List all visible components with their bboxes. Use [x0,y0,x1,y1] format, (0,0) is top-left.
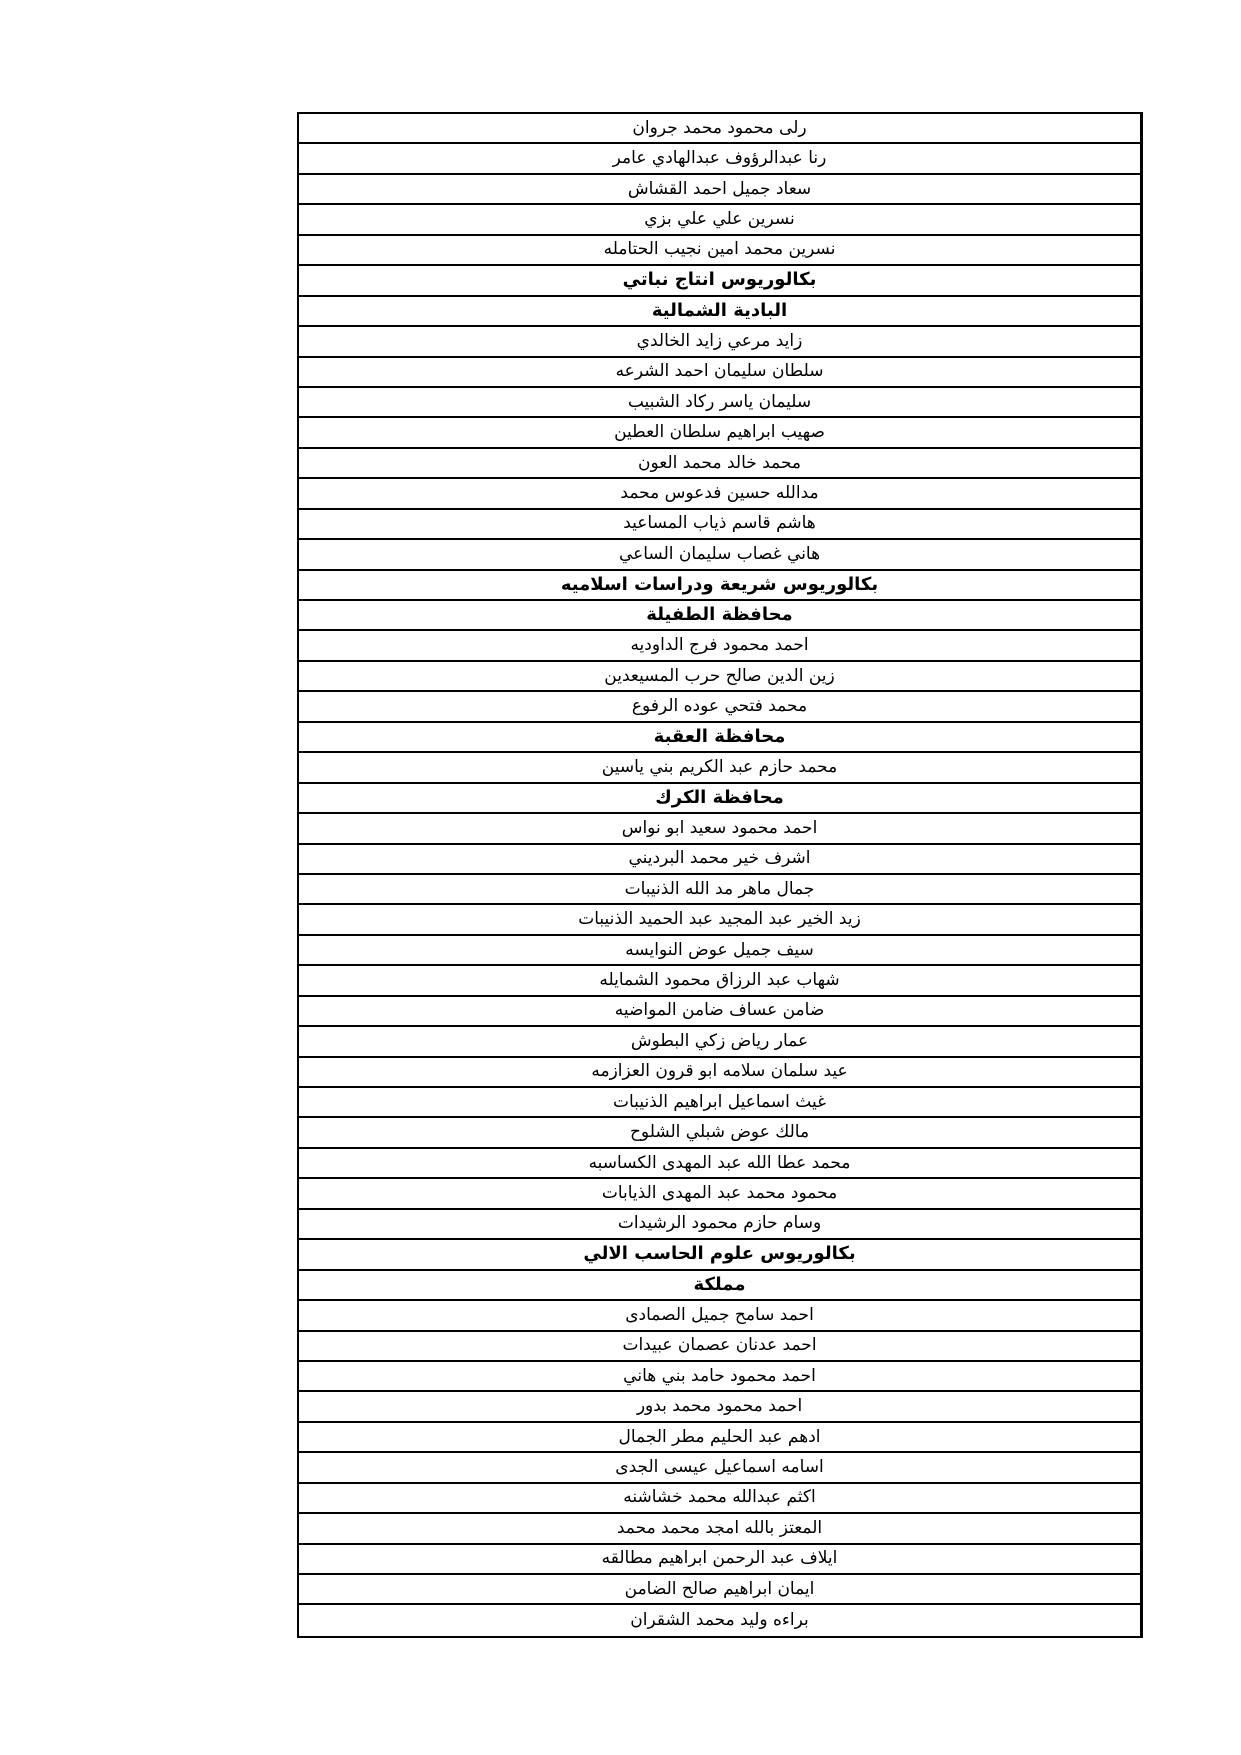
name-row: زيد الخير عبد المجيد عبد الحميد الذنيبات [299,905,1140,935]
name-row: محمد فتحي عوده الرفوع [299,692,1140,722]
name-row: مالك عوض شبلي الشلوح [299,1118,1140,1148]
name-row: اكثم عبدالله محمد خشاشنه [299,1484,1140,1514]
name-row: ادهم عبد الحليم مطر الجمال [299,1423,1140,1453]
section-header-row: بكالوريوس علوم الحاسب الالي [299,1240,1140,1270]
section-header-row: بكالوريوس انتاج نباتي [299,266,1140,296]
name-row: محمد حازم عبد الكريم بني ياسين [299,753,1140,783]
name-row: زايد مرعي زايد الخالدي [299,327,1140,357]
name-row: سيف جميل عوض النوايسه [299,936,1140,966]
name-row: سلطان سليمان احمد الشرعه [299,358,1140,388]
name-row: جمال ماهر مد الله الذنيبات [299,875,1140,905]
name-row: احمد عدنان عصمان عبيدات [299,1332,1140,1362]
name-row: محمد عطا الله عبد المهدى الكساسبه [299,1149,1140,1179]
name-row: شهاب عبد الرزاق محمود الشمايله [299,966,1140,996]
name-row: ايمان ابراهيم صالح الضامن [299,1575,1140,1605]
name-row: محمود محمد عبد المهدى الذيابات [299,1179,1140,1209]
name-row: صهيب ابراهيم سلطان العطين [299,418,1140,448]
name-row: احمد محمود فرج الداوديه [299,631,1140,661]
section-header-row: مملكة [299,1271,1140,1301]
name-row: وسام حازم محمود الرشيدات [299,1210,1140,1240]
name-row: احمد سامح جميل الصمادى [299,1301,1140,1331]
name-row: مدالله حسين فدعوس محمد [299,479,1140,509]
name-row: عمار رياض زكي البطوش [299,1027,1140,1057]
name-row: زين الدين صالح حرب المسيعدين [299,662,1140,692]
section-header-row: محافظة الكرك [299,784,1140,814]
name-row: سليمان ياسر ركاد الشبيب [299,388,1140,418]
section-header-row: محافظة الطفيلة [299,601,1140,631]
section-header-row: محافظة العقبة [299,723,1140,753]
name-row: غيث اسماعيل ابراهيم الذنيبات [299,1088,1140,1118]
name-row: ايلاف عبد الرحمن ابراهيم مطالقه [299,1545,1140,1575]
name-row: محمد خالد محمد العون [299,449,1140,479]
name-row: احمد محمود سعيد ابو نواس [299,814,1140,844]
name-row: سعاد جميل احمد القشاش [299,175,1140,205]
name-row: عيد سلمان سلامه ابو قرون العزازمه [299,1058,1140,1088]
name-row: رنا عبدالرؤوف عبدالهادي عامر [299,144,1140,174]
name-row: اسامه اسماعيل عيسى الجدى [299,1453,1140,1483]
name-row: اشرف خير محمد البرديني [299,845,1140,875]
name-row: احمد محمود حامد بني هاني [299,1362,1140,1392]
name-row: رلى محمود محمد جروان [299,114,1140,144]
section-header-row: بكالوريوس شريعة ودراسات اسلاميه [299,571,1140,601]
name-row: ضامن عساف ضامن المواضيه [299,997,1140,1027]
names-table [297,112,1143,1638]
name-row: هاشم قاسم ذياب المساعيد [299,510,1140,540]
name-row: نسرين محمد امين نجيب الحتامله [299,236,1140,266]
name-row: المعتز بالله امجد محمد محمد [299,1514,1140,1544]
name-row: نسرين علي علي بزي [299,205,1140,235]
name-row: براءه وليد محمد الشقران [630,1610,809,1631]
section-header-row: البادية الشمالية [299,297,1140,327]
name-row: هاني غصاب سليمان الساعي [299,540,1140,570]
name-row: احمد محمود محمد بدور [299,1392,1140,1422]
